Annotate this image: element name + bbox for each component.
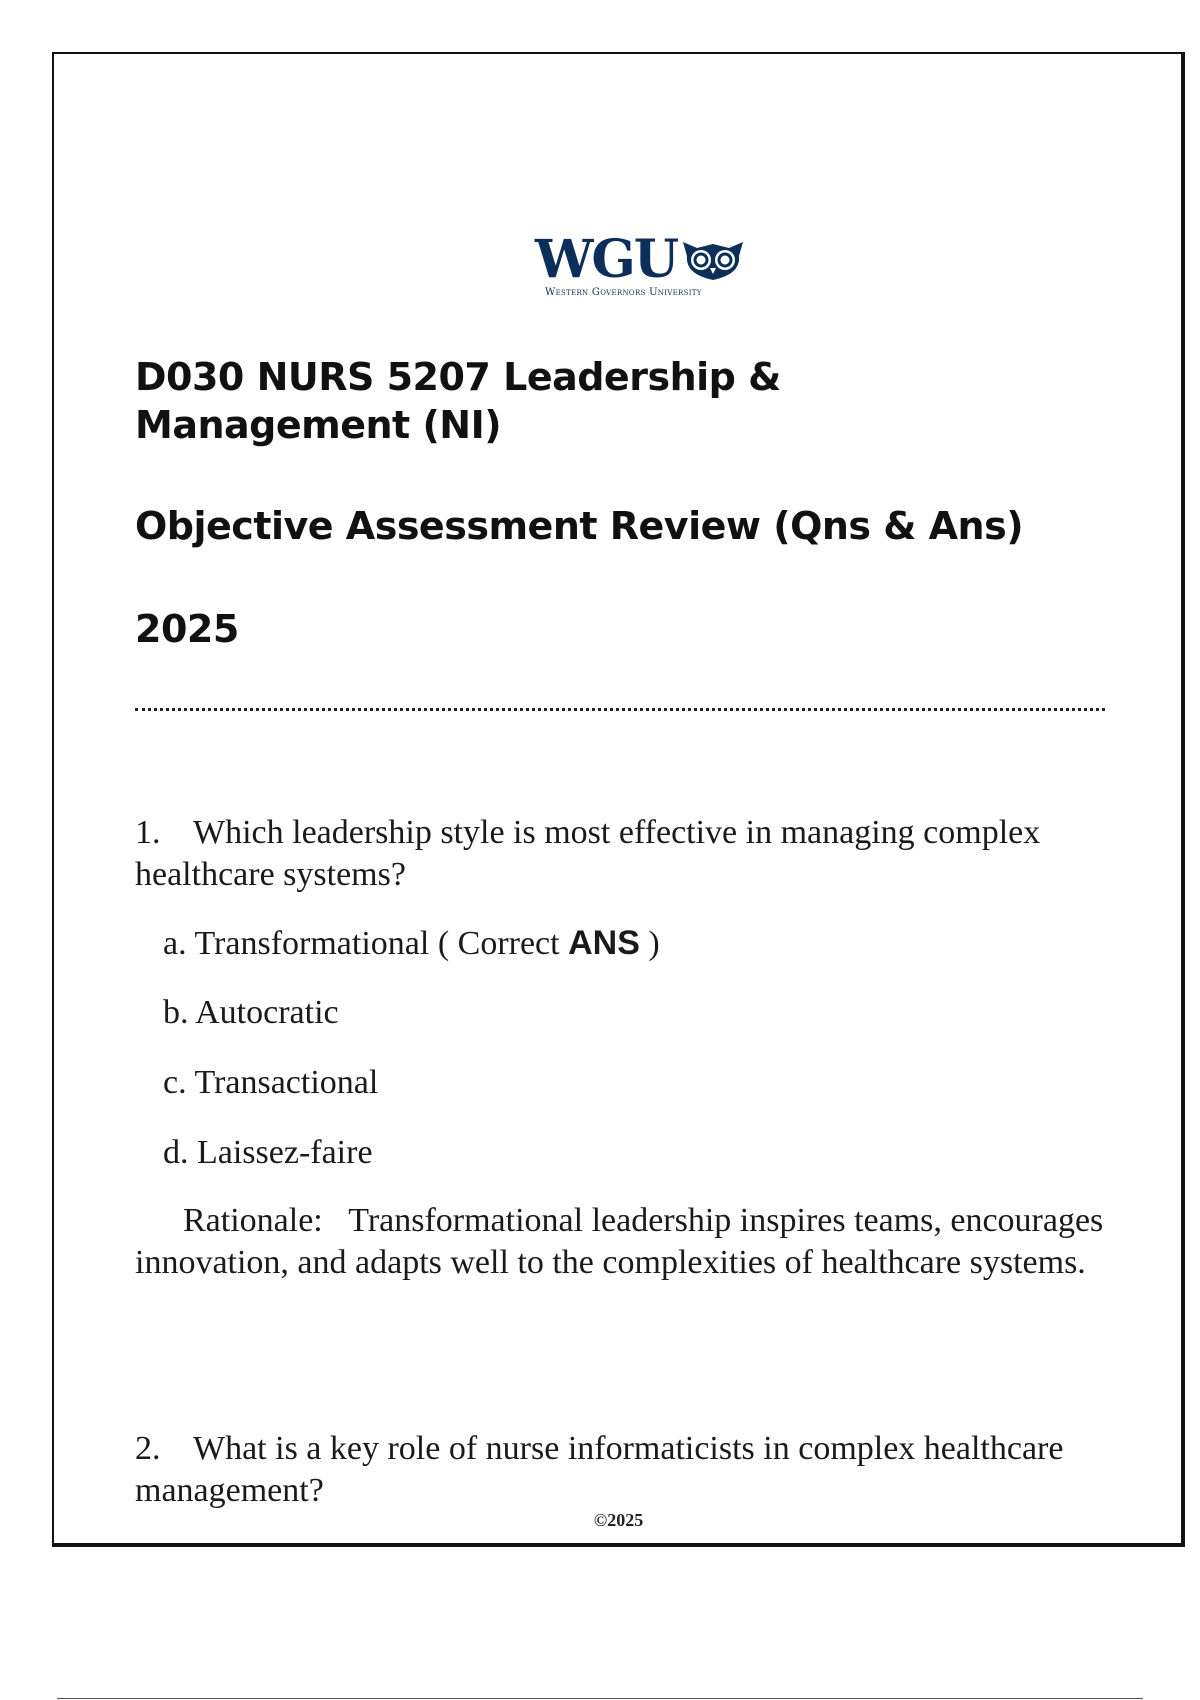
question-text: Which leadership style is most effective in managing complex healthcare systems?	[135, 814, 1041, 893]
dotted-divider	[135, 708, 1105, 711]
correct-answer-marker: ANS	[568, 924, 640, 962]
question-number: 2.	[135, 1430, 161, 1467]
footer-divider	[57, 1698, 1143, 1699]
option-a	[163, 922, 660, 965]
wgu-logo	[535, 229, 745, 304]
document-title: D030 NURS 5207 Leadership & Management (NI)	[135, 355, 781, 447]
option-label: a. Transformational	[163, 925, 430, 962]
logo-wordmark: WGU	[535, 229, 678, 290]
question-2	[135, 1428, 1115, 1512]
rationale-label: Rationale:	[183, 1202, 323, 1239]
logo-subtitle: Western Governors University	[545, 287, 702, 298]
option-b: b. Autocratic	[163, 994, 339, 1031]
rationale-text: Transformational leadership inspires teams, encourages innovation, and adapts well to the complexities of healthcare systems.	[135, 1202, 1104, 1281]
question-1	[135, 812, 1115, 896]
document-year: 2025	[135, 607, 239, 651]
document-subtitle: Objective Assessment Review (Qns & Ans)	[135, 504, 1024, 548]
correct-note-open: ( Correct	[437, 925, 560, 962]
correct-note-close: )	[648, 925, 660, 962]
question-text: What is a key role of nurse informaticists in complex healthcare management?	[135, 1430, 1064, 1509]
rationale	[135, 1200, 1115, 1284]
option-c: c. Transactional	[163, 1064, 379, 1101]
question-number: 1.	[135, 814, 161, 851]
copyright-notice: ©2025	[593, 1510, 644, 1530]
option-d: d. Laissez-faire	[163, 1134, 373, 1171]
owl-icon	[681, 238, 745, 282]
